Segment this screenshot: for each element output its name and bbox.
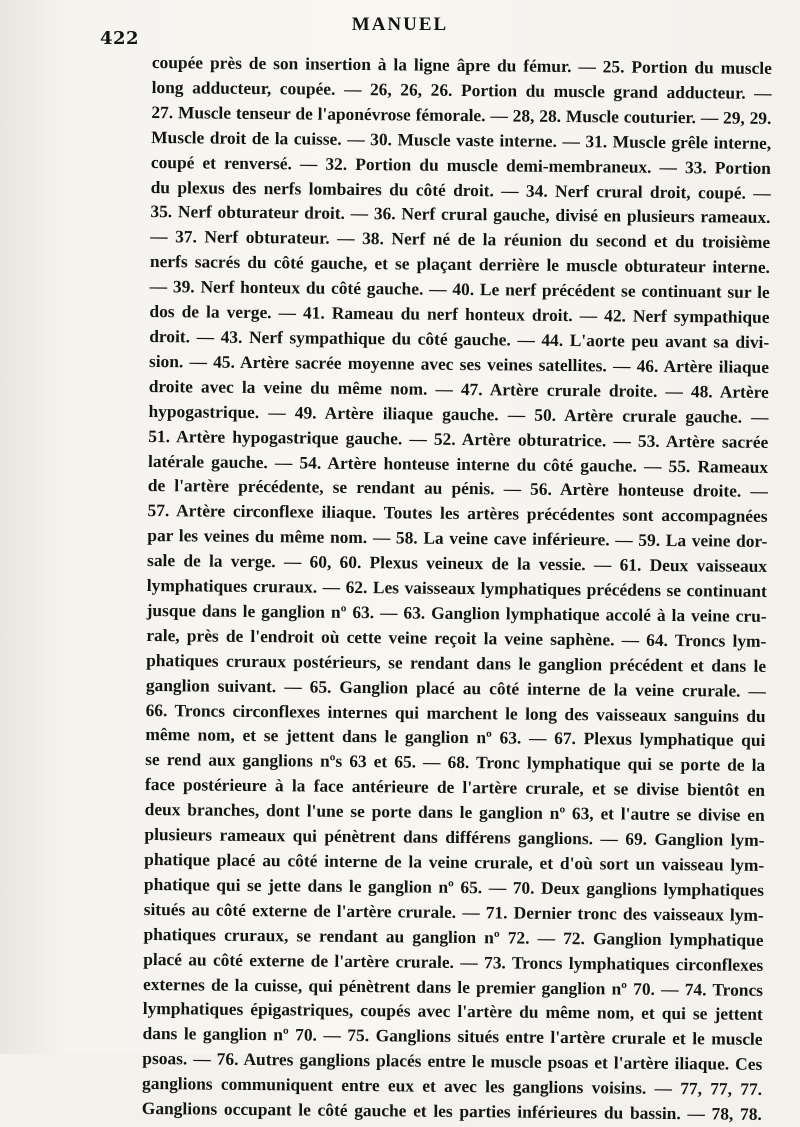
- text-line: se rend aux ganglions nºs 63 et 65. — 68. Tronc lymphatique qui se porte de la: [145, 749, 766, 776]
- text-line: Muscle droit de la cuisse. — 30. Muscle vaste interne. — 31. Muscle grêle interne,: [151, 126, 772, 153]
- text-line: sion. — 45. Artère sacrée moyenne avec ses veines satellites. — 46. Artère iliaque: [148, 350, 770, 377]
- text-line: dos de la verge. — 41. Rameau du nerf honteux droit. — 42. Nerf sympathique: [149, 301, 770, 328]
- text-line: 51. Artère hypogastrique gauche. — 52. Artère obturatrice. — 53. Artère sacrée: [148, 425, 769, 452]
- text-line: même nom, et se jettent dans le ganglion nº 63. — 67. Plexus lymphatique qui: [145, 724, 766, 751]
- text-line: 27. Muscle tenseur de l'aponévrose fémorale. — 28, 28. Muscle couturier. — 29, 29.: [151, 101, 772, 128]
- text-line: nerfs sacrés du côté gauche, et se plaçant derrière le muscle obturateur interne.: [149, 251, 771, 278]
- text-line: lymphatiques cruraux. — 62. Les vaisseaux lymphatiques précédens se continuant: [146, 575, 767, 601]
- text-line: ganglion suivant. — 65. Ganglion placé au côté interne de la veine crurale. —: [145, 674, 766, 701]
- text-line: — 39. Nerf honteux du côté gauche. — 40. Le nerf précédent se continuant sur le: [149, 276, 770, 303]
- text-line: du plexus des nerfs lombaires du côté droit. — 34. Nerf crural droit, coupé. —: [150, 176, 771, 203]
- text-line: dans le ganglion nº 70. — 75. Ganglions situés entre l'artère crurale et le muscle: [142, 1023, 763, 1050]
- text-line: sale de la verge. — 60, 60. Plexus veineux de la vessie. — 61. Deux vaisseaux: [147, 550, 768, 577]
- text-line: face postérieure à la face antérieure de l'artère crurale, et se divise bientôt en: [144, 774, 766, 801]
- text-line: par les veines du même nom. — 58. La veine cave inférieure. — 59. La veine dor-: [147, 525, 768, 552]
- text-line: rale, près de l'endroit où cette veine reçoit la veine saphène. — 64. Troncs lym-: [146, 624, 767, 651]
- text-line: situés au côté externe de l'artère crurale. — 71. Dernier tronc des vaisseaux lym-: [143, 898, 764, 925]
- text-line: 35. Nerf obturateur droit. — 36. Nerf crural gauche, divisé en plusieurs rameaux.: [150, 201, 771, 228]
- text-line: phatiques cruraux postérieurs, se rendant dans le ganglion précédent et dans le: [146, 649, 767, 676]
- running-title: MANUEL: [351, 14, 449, 35]
- text-line: phatiques cruraux, se rendant au ganglion nº 72. — 72. Ganglion lymphatique: [143, 923, 764, 950]
- text-line: coupé et renversé. — 32. Portion du muscle demi-membraneux. — 33. Portion: [150, 151, 771, 178]
- page-number: 422: [100, 28, 140, 49]
- text-line: long adducteur, coupée. — 26, 26, 26. Portion du muscle grand adducteur. —: [151, 76, 772, 103]
- text-line: psoas. — 76. Autres ganglions placés entre le muscle psoas et l'artère iliaque. Ces: [142, 1048, 763, 1075]
- text-line: de l'artère précédente, se rendant au pénis. — 56. Artère honteuse droite. —: [147, 475, 768, 502]
- text-line: placé au côté externe de l'artère crurale. — 73. Troncs lymphatiques circonflexes: [143, 948, 764, 975]
- show-through-bleed: [0, 0, 150, 1054]
- text-line: phatique placé au côté interne de la veine crurale, et d'où sort un vaisseau lym-: [144, 848, 765, 875]
- text-line: 66. Troncs circonflexes internes qui marchent le long des vaisseaux sanguins du: [145, 699, 766, 726]
- text-line: coupée près de son insertion à la ligne âpre du fémur. — 25. Portion du muscle: [151, 51, 772, 78]
- text-line: lymphatiques épigastriques, coupés avec l'artère du même nom, et qui se jettent: [142, 998, 763, 1025]
- body-text: [142, 50, 772, 1127]
- text-line: plusieurs rameaux qui pénètrent dans différens ganglions. — 69. Ganglion lym-: [144, 824, 765, 851]
- text-line: droit. — 43. Nerf sympathique du côté gauche. — 44. L'aorte peu avant sa divi-: [149, 325, 770, 352]
- text-line: — 37. Nerf obturateur. — 38. Nerf né de la réunion du second et du troisième: [150, 226, 771, 253]
- text-line: phatique qui se jette dans le ganglion nº 65. — 70. Deux ganglions lymphatiques: [143, 873, 765, 900]
- text-line: externes de la cuisse, qui pénètrent dans le premier ganglion nº 70. — 74. Troncs: [142, 973, 764, 1000]
- text-line: 57. Artère circonflexe iliaque. Toutes les artères précédentes sont accompagnées: [147, 500, 768, 527]
- text-line: droite avec la veine du même nom. — 47. Artère crurale droite. — 48. Artère: [148, 375, 769, 402]
- text-line: ganglions communiquent entre eux et avec les ganglions voisins. — 77, 77, 77.: [141, 1073, 763, 1100]
- text-line: jusque dans le ganglion nº 63. — 63. Ganglion lymphatique accolé à la veine cru-: [146, 599, 767, 626]
- text-line: deux branches, dont l'une se porte dans le ganglion nº 63, et l'autre se divise en: [144, 799, 765, 826]
- text-line: latérale gauche. — 54. Artère honteuse interne du côté gauche. — 55. Rameaux: [147, 450, 769, 477]
- text-line: hypogastrique. — 49. Artère iliaque gauche. — 50. Artère crurale gauche. —: [148, 400, 769, 427]
- text-line: Ganglions occupant le côté gauche et les parties inférieures du bassin. — 78, 78.: [141, 1098, 762, 1124]
